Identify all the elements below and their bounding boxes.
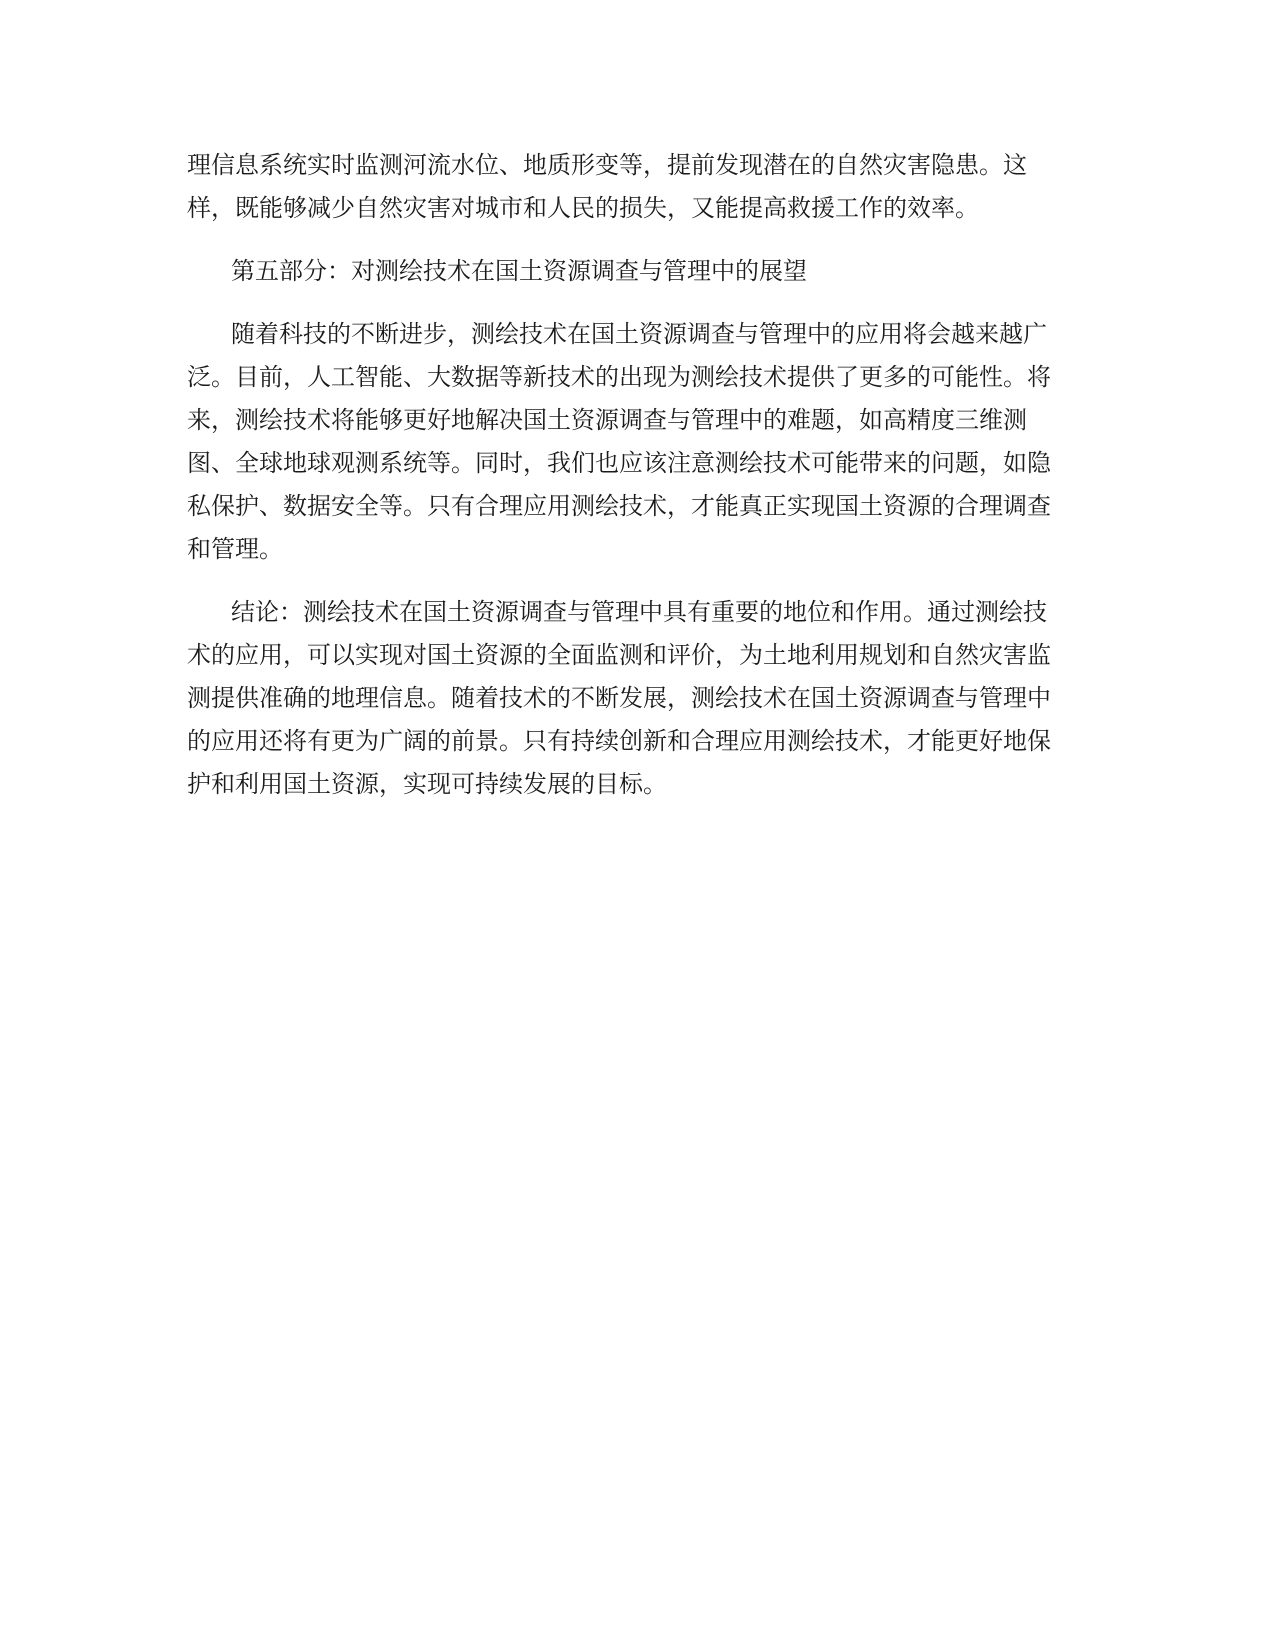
paragraph-continuation — [187, 144, 1087, 230]
document-body — [187, 144, 1087, 806]
paragraph-line: 泛。目前，人工智能、大数据等新技术的出现为测绘技术提供了更多的可能性。将 — [187, 363, 1051, 391]
paragraph-line: 和管理。 — [187, 535, 283, 563]
paragraph-conclusion — [187, 591, 1087, 806]
paragraph-line: 图、全球地球观测系统等。同时，我们也应该注意测绘技术可能带来的问题，如隐 — [187, 449, 1051, 477]
paragraph-line: 的应用还将有更为广阔的前景。只有持续创新和合理应用测绘技术，才能更好地保 — [187, 727, 1051, 755]
paragraph-line: 来，测绘技术将能够更好地解决国土资源调查与管理中的难题，如高精度三维测 — [187, 406, 1027, 434]
section-heading — [187, 250, 1087, 293]
section-heading-text: 第五部分：对测绘技术在国土资源调查与管理中的展望 — [231, 257, 807, 285]
paragraph-line: 术的应用，可以实现对国土资源的全面监测和评价，为土地利用规划和自然灾害监 — [187, 641, 1051, 669]
paragraph-line: 私保护、数据安全等。只有合理应用测绘技术，才能真正实现国土资源的合理调查 — [187, 492, 1051, 520]
paragraph-line: 结论：测绘技术在国土资源调查与管理中具有重要的地位和作用。通过测绘技 — [231, 598, 1047, 626]
paragraph-line: 测提供准确的地理信息。随着技术的不断发展，测绘技术在国土资源调查与管理中 — [187, 684, 1051, 712]
paragraph-outlook — [187, 313, 1087, 571]
paragraph-line: 随着科技的不断进步，测绘技术在国土资源调查与管理中的应用将会越来越广 — [231, 320, 1047, 348]
paragraph-line: 理信息系统实时监测河流水位、地质形变等，提前发现潜在的自然灾害隐患。这 — [187, 151, 1027, 179]
paragraph-line: 样，既能够减少自然灾害对城市和人民的损失，又能提高救援工作的效率。 — [187, 194, 979, 222]
paragraph-line: 护和利用国土资源，实现可持续发展的目标。 — [187, 770, 667, 798]
